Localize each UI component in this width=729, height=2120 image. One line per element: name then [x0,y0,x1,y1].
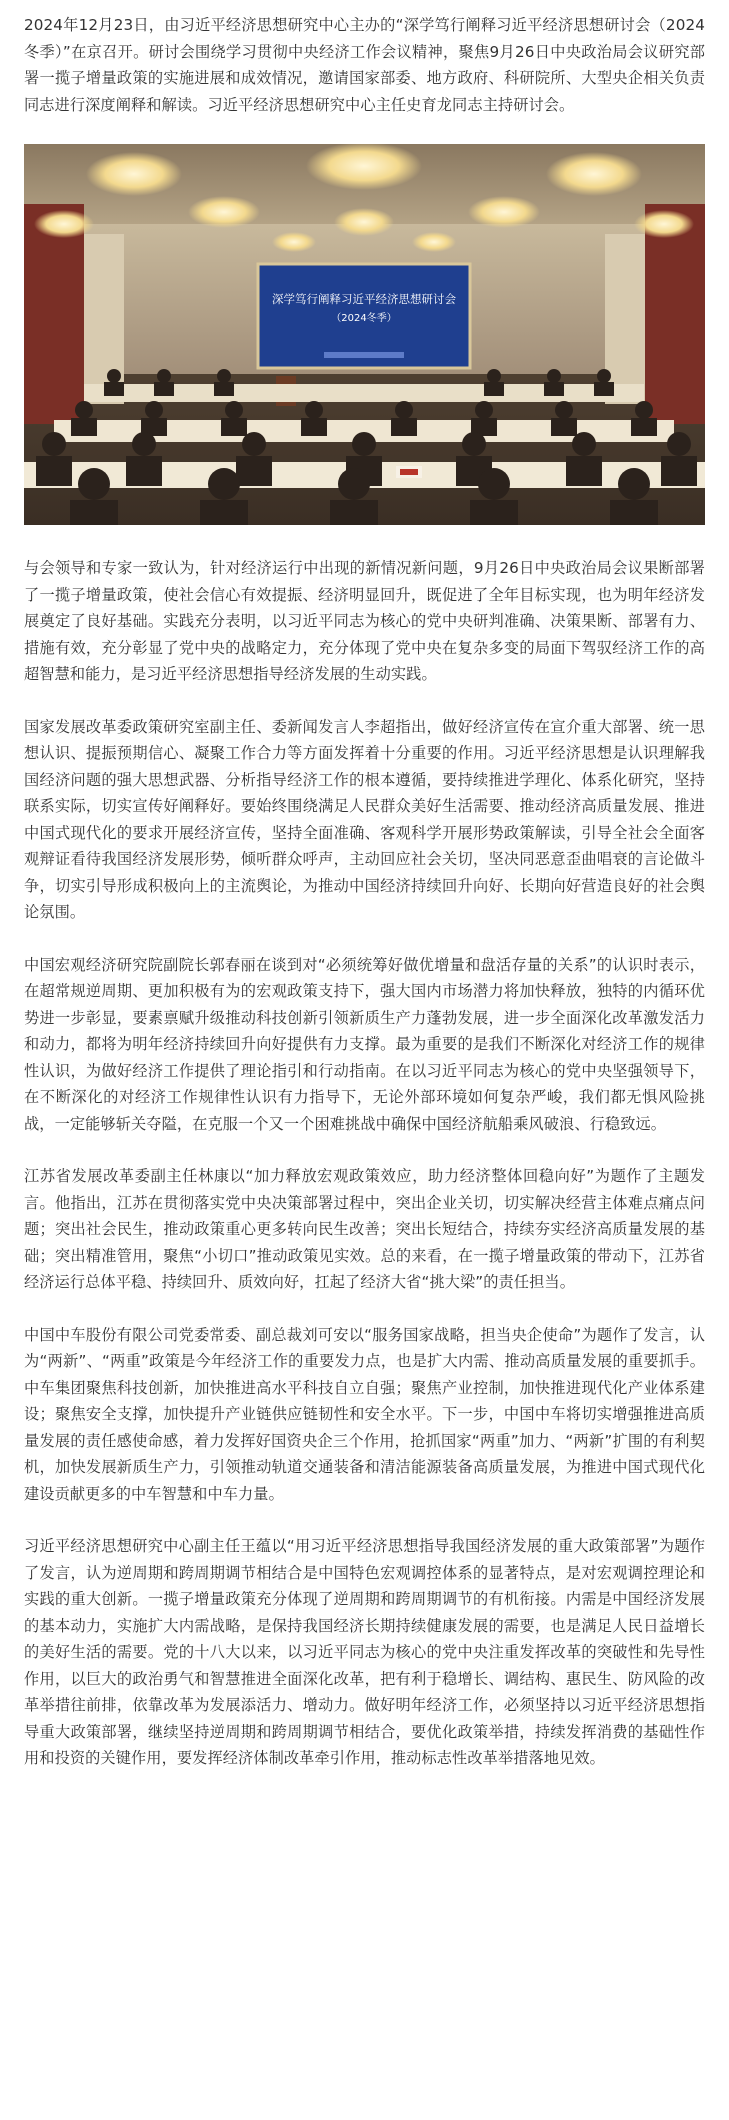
conference-photo [24,144,705,525]
banner-title: 深学笃行阐释习近平经济思想研讨会 [272,292,456,306]
paragraph-guo-chunli: 中国宏观经济研究院副院长郭春丽在谈到对“必须统筹好做优增量和盘活存量的关系”的认识时表示，在超常规逆周期、更加积极有为的宏观政策支持下，强大国内市场潜力将加快释放，独特的内循环优势进一步彰显，要素禀赋升级推动科技创新引领新质生产力蓬勃发展，进一步全面深化改革激发活力和动力，都将为明年经济持续回升向好提供有力支撑。最为重要的是我们不断深化对经济工作的规律性认识，为做好经济工作提供了理论指引和行动指南。在以习近平同志为核心的党中央坚强领导下，在不断深化的对经济工作规律性认识有力指导下，无论外部环境如何复杂严峻，我们都无惧风险挑战，一定能够斩关夺隘，在克服一个又一个困难挑战中确保中国经济航船乘风破浪、行稳致远。 [24,955,705,1133]
paragraph-liu-kean: 中国中车股份有限公司党委常委、副总裁刘可安以“服务国家战略，担当央企使命”为题作了发言，认为“两新”、“两重”政策是今年经济工作的重要发力点，也是扩大内需、推动高质量发展的重要抓手。中车集团聚焦科技创新，加快推进高水平科技自立自强；聚焦产业控制，加快推进现代化产业体系建设；聚焦安全支撑，加快提升产业链供应链韧性和安全水平。下一步，中国中车将切实增强推进高质量发展的责任感使命感，着力发挥好国资央企三个作用，抢抓国家“两重”加力、“两新”扩围的有利契机，加快发展新质生产力，引领推动轨道交通装备和清洁能源装备高质量发展，为推进中国式现代化建设贡献更多的中车智慧和中车力量。 [24,1325,705,1503]
paragraph-intro: 2024年12月23日，由习近平经济思想研究中心主办的“深学笃行阐释习近平经济思想研讨会（2024冬季）”在京召开。研讨会围绕学习贯彻中央经济工作会议精神，聚焦9月26日中央政治局会议研究部署一揽子增量政策的实施进展和成效情况，邀请国家部委、地方政府、科研院所、大型央企相关负责同志进行深度阐释和解读。习近平经济思想研究中心主任史育龙同志主持研讨会。 [24,16,705,114]
paragraph-consensus: 与会领导和专家一致认为，针对经济运行中出现的新情况新问题，9月26日中央政治局会议果断部署了一揽子增量政策，使社会信心有效提振、经济明显回升，既促进了全年目标实现，也为明年经济发展奠定了良好基础。实践充分表明，以习近平同志为核心的党中央研判准确、决策果断、部署有力、措施有效，充分彰显了党中央的战略定力，充分体现了党中央在复杂多变的局面下驾驭经济工作的高超智慧和能力，是习近平经济思想指导经济发展的生动实践。 [24,559,705,683]
paragraph-lin-kang: 江苏省发展改革委副主任林康以“加力释放宏观政策效应，助力经济整体回稳向好”为题作了主题发言。他指出，江苏在贯彻落实党中央决策部署过程中，突出企业关切，切实解决经营主体难点痛点问题；突出社会民生，推动政策重心更多转向民生改善；突出长短结合，持续夯实经济高质量发展的基础；突出精准管用，聚焦“小切口”推动政策见实效。总的来看，在一揽子增量政策的带动下，江苏省经济运行总体平稳、持续回升、质效向好，扛起了经济大省“挑大梁”的责任担当。 [24,1167,705,1291]
paragraph-wang-yun: 习近平经济思想研究中心副主任王蕴以“用习近平经济思想指导我国经济发展的重大政策部署”为题作了发言，认为逆周期和跨周期调节相结合是中国特色宏观调控体系的显著特点，是对宏观调控理论和实践的重大创新。一揽子增量政策充分体现了逆周期和跨周期调节的有机衔接。内需是中国经济发展的基本动力，实施扩大内需战略，是保持我国经济长期持续健康发展的需要，也是满足人民日益增长的美好生活的需要。党的十八大以来，以习近平同志为核心的党中央注重发挥改革的突破性和先导性作用，以巨大的政治勇气和智慧推进全面深化改革，把有利于稳增长、调结构、惠民生、防风险的改革举措往前排，依靠改革为发展添活力、增动力。做好明年经济工作，必须坚持以习近平经济思想指导重大政策部署，继续坚持逆周期和跨周期调节相结合，要优化政策举措，持续发挥消费的基础性作用和投资的关键作用，要发挥经济体制改革牵引作用，推动标志性改革举措落地见效。 [24,1537,705,1767]
banner-subtitle: （2024冬季） [331,313,397,324]
paragraph-li-chao: 国家发展改革委政策研究室副主任、委新闻发言人李超指出，做好经济宣传在宣介重大部署、统一思想认识、提振预期信心、凝聚工作合力等方面发挥着十分重要的作用。习近平经济思想是认识理解我国经济问题的强大思想武器、分析指导经济工作的根本遵循，要持续推进学理化、体系化研究，坚持联系实际，切实宣传好阐释好。要始终围绕满足人民群众美好生活需要、推动经济高质量发展、推进中国式现代化的要求开展经济宣传，坚持全面准确、客观科学开展形势政策解读，引导全社会全面客观辩证看待我国经济发展形势，倾听群众呼声，主动回应社会关切，坚决同恶意歪曲唱衰的言论做斗争，切实引导形成积极向上的主流舆论，为推动中国经济持续回升向好、长期向好营造良好的社会舆论氛围。 [24,717,705,921]
